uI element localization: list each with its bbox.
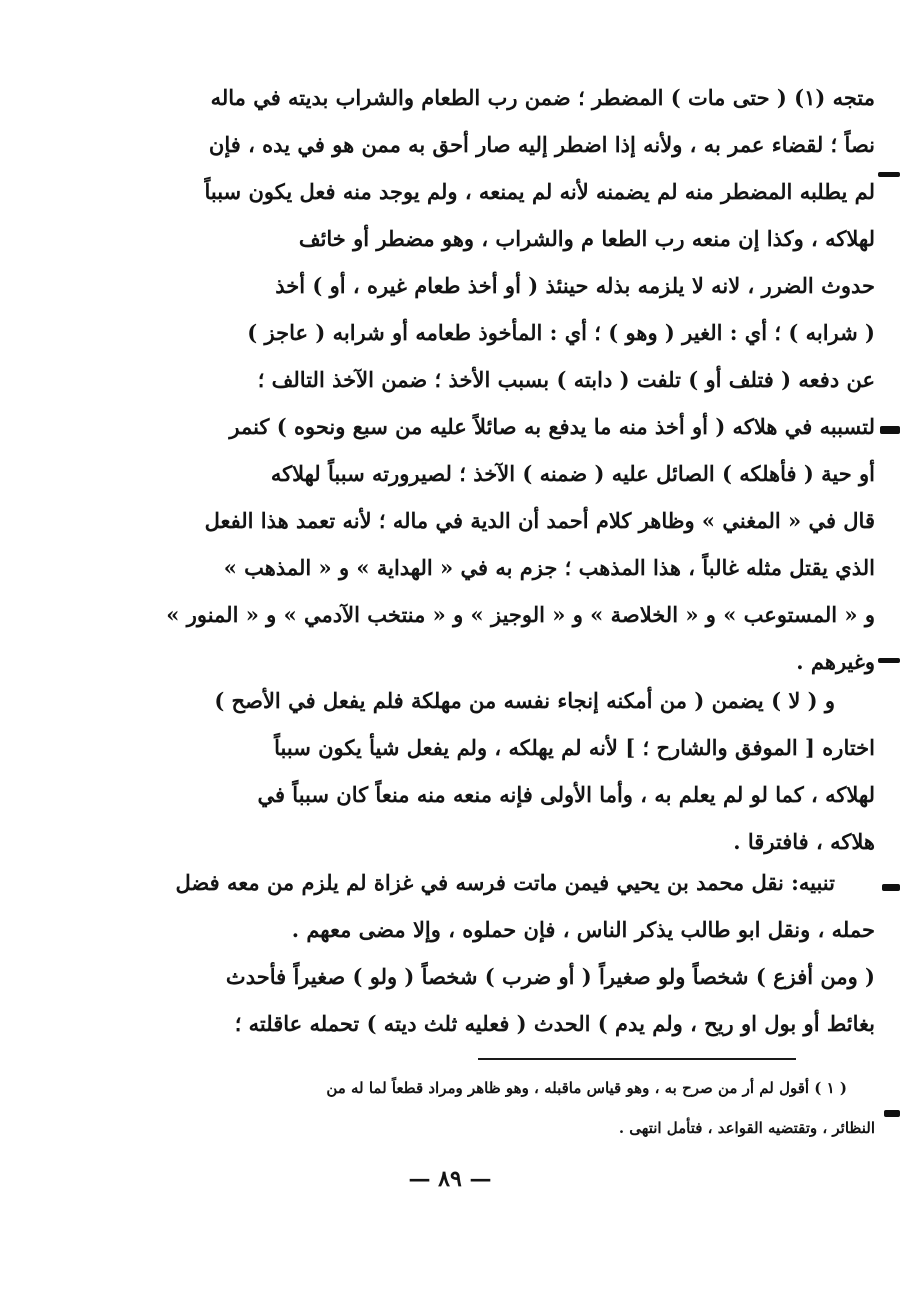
text-line: ( ومن أفزع ) شخصاً ولو صغيراً ( أو ضرب ) شخصاً ( ولو ) صغيراً فأحدث <box>225 964 875 989</box>
text-line: هلاكه ، فافترقا . <box>733 829 875 854</box>
text-line: ( شرابه ) ؛ أي : الغير ( وهو ) ؛ أي : المأخوذ طعامه أو شرابه ( عاجز ) <box>247 320 875 345</box>
margin-mark <box>878 172 900 177</box>
margin-mark <box>882 884 900 891</box>
text-line: لم يطلبه المضطر منه لم يضمنه لأنه لم يمنعه ، ولم يوجد منه فعل يكون سبباً <box>204 179 875 204</box>
margin-mark <box>878 658 900 663</box>
text-line: حمله ، ونقل ابو طالب يذكر الناس ، فإن حملوه ، وإلا مضى معهم . <box>291 917 875 942</box>
main-text <box>155 74 875 685</box>
footnotes <box>155 1068 875 1148</box>
text-line: لتسببه في هلاكه ( أو أخذ منه ما يدفع به صائلاً عليه من سبع ونحوه ) كنمر <box>229 414 875 439</box>
text-line: تنبيه: نقل محمد بن يحيي فيمن ماتت فرسه في غزاة لم يلزم من معه فضل <box>175 870 835 895</box>
text-line: اختاره [ الموفق والشارح ؛ ] لأنه لم يهلكه ، ولم يفعل شيأ يكون سبباً <box>274 735 875 760</box>
text-line: متجه (١) ( حتى مات ) المضطر ؛ ضمن رب الطعام والشراب بديته في ماله <box>210 85 875 110</box>
footnote-line: ( ١ ) أقول لم أر من صرح به ، وهو قياس ماقبله ، وهو ظاهر ومراد قطعاً لما له من <box>326 1079 847 1097</box>
text-line: وغيرهم . <box>796 649 875 674</box>
footnote-separator <box>478 1058 796 1060</box>
margin-mark <box>880 426 900 434</box>
text-line: و « المستوعب » و « الخلاصة » و « الوجيز » و « منتخب الآدمي » و « المنور » <box>166 602 875 627</box>
text-line: و ( لا ) يضمن ( من أمكنه إنجاء نفسه من مهلكة فلم يفعل في الأصح ) <box>214 688 835 713</box>
main-text-paragraph-2 <box>155 677 875 865</box>
text-line: لهلاكه ، كما لو لم يعلم به ، وأما الأولى فإنه منعه منه منعاً كان سبباً في <box>257 782 875 807</box>
text-line: نصاً ؛ لقضاء عمر به ، ولأنه إذا اضطر إليه صار أحق به ممن هو في يده ، فإن <box>208 132 875 157</box>
text-line: قال في « المغني » وظاهر كلام أحمد أن الدية في ماله ؛ لأنه تعمد هذا الفعل <box>204 508 875 533</box>
margin-mark <box>884 1110 900 1117</box>
footnote-line: النظائر ، وتقتضيه القواعد ، فتأمل انتهى . <box>618 1119 875 1137</box>
main-text-paragraph-3 <box>155 859 875 1047</box>
page-number: — ٨٩ — <box>408 1166 492 1192</box>
text-line: الذي يقتل مثله غالباً ، هذا المذهب ؛ جزم به في « الهداية » و « المذهب » <box>223 555 875 580</box>
text-line: حدوث الضرر ، لانه لا يلزمه بذله حينئذ ( أو أخذ طعام غيره ، أو ) أخذ <box>275 273 875 298</box>
text-line: لهلاكه ، وكذا إن منعه رب الطعا م والشراب ، وهو مضطر أو خائف <box>298 226 875 251</box>
text-line: بغائط أو بول او ريح ، ولم يدم ) الحدث ( فعليه ثلث ديته ) تحمله عاقلته ؛ <box>234 1011 875 1036</box>
text-line: عن دفعه ( فتلف أو ) تلفت ( دابته ) بسبب الأخذ ؛ ضمن الآخذ التالف ؛ <box>257 367 875 392</box>
text-line: أو حية ( فأهلكه ) الصائل عليه ( ضمنه ) الآخذ ؛ لصيرورته سبباً لهلاكه <box>270 461 875 486</box>
